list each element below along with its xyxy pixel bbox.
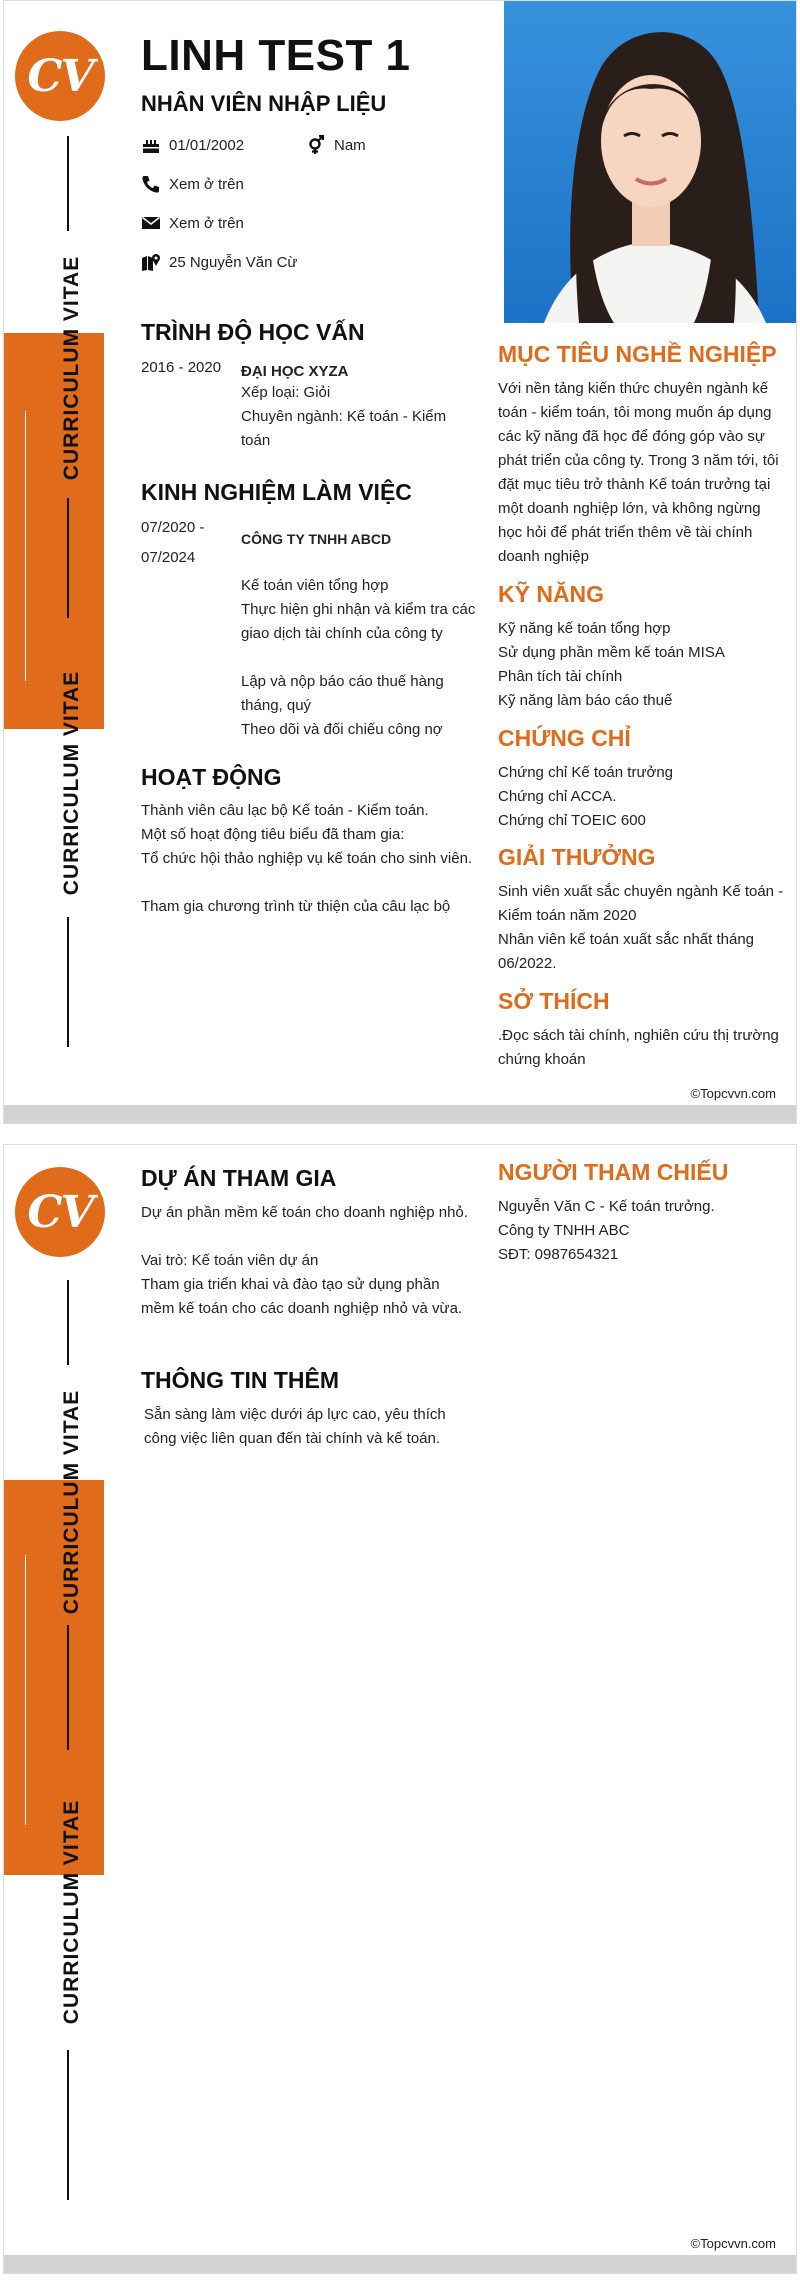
skill-item: Sử dụng phần mềm kế toán MISA xyxy=(498,644,725,661)
profile-photo xyxy=(504,1,797,323)
award-item: Nhân viên kế toán xuất sắc nhất tháng 06/2022. xyxy=(498,931,755,972)
certificates-heading: CHỨNG CHỈ xyxy=(498,725,631,751)
birthday-icon xyxy=(141,135,161,155)
vertical-rule xyxy=(67,2050,69,2200)
hobbies-heading: SỞ THÍCH xyxy=(498,988,610,1014)
vertical-label: CURRICULUM VITAE xyxy=(60,1799,83,2025)
education-grade: Xếp loại: Giỏi xyxy=(241,384,331,401)
projects-heading: DỰ ÁN THAM GIA xyxy=(141,1165,337,1191)
certificate-item: Chứng chỉ TOEIC 600 xyxy=(498,812,646,829)
additional-info-text: Sẵn sàng làm việc dưới áp lực cao, yêu thích công việc liên quan đến tài chính và kế toán. xyxy=(144,1406,446,1447)
activities-heading: HOẠT ĐỘNG xyxy=(141,764,282,790)
experience-heading: KINH NGHIỆM LÀM VIỆC xyxy=(141,479,412,505)
email-row: Xem ở trên xyxy=(141,213,244,233)
portrait-illustration xyxy=(504,1,797,323)
activity-line: Một số hoạt động tiêu biểu đã tham gia: xyxy=(141,826,405,843)
vertical-label: CURRICULUM VITAE xyxy=(60,255,83,481)
copyright-text: ©Topcvvn.com xyxy=(690,1086,776,1101)
cv-logo: CV xyxy=(15,31,105,121)
experience-period-end: 07/2024 xyxy=(141,549,196,566)
cv-page-1 xyxy=(3,0,797,1124)
vertical-label: CURRICULUM VITAE xyxy=(60,670,83,896)
cv-logo: CV xyxy=(15,1167,105,1257)
dob-row: 01/01/2002 xyxy=(141,135,244,155)
page-footer-bar xyxy=(4,2255,796,2273)
objective-text: Với nền tảng kiến thức chuyên ngành kế toán - kiểm toán, tôi mong muốn áp dụng các kỹ năng đã học để đóng góp vào sự phát triển của công ty. Trong 3 năm tới, tôi đặt mục tiêu trở thành Kế toán trưởng tại một doanh nghiệp lớn, và không ngừng học hỏi để phát triển thêm về tài chính doanh nghiệp xyxy=(498,380,779,565)
gender-icon xyxy=(306,135,326,155)
school-name: ĐẠI HỌC XYZA xyxy=(241,363,349,380)
vertical-rule xyxy=(67,498,69,618)
company-name: CÔNG TY TNHH ABCD xyxy=(241,531,392,547)
vertical-rule xyxy=(67,1280,69,1365)
address-row: 25 Nguyễn Văn Cừ xyxy=(141,252,297,272)
activity-line: Tham gia chương trình từ thiện của câu lạc bộ xyxy=(141,898,451,915)
award-item: Sinh viên xuất sắc chuyên ngành Kế toán - Kiểm toán năm 2020 xyxy=(498,883,784,924)
skill-item: Kỹ năng làm báo cáo thuế xyxy=(498,692,673,709)
education-period: 2016 - 2020 xyxy=(141,359,222,376)
reference-line: SĐT: 0987654321 xyxy=(498,1246,619,1263)
accent-band xyxy=(4,1480,104,1875)
reference-line: Công ty TNHH ABC xyxy=(498,1222,630,1239)
reference-line: Nguyễn Văn C - Kế toán trưởng. xyxy=(498,1198,715,1215)
phone-row: Xem ở trên xyxy=(141,174,244,194)
skill-item: Kỹ năng kế toán tổng hợp xyxy=(498,620,671,637)
accent-band xyxy=(4,333,104,729)
activity-line: Tổ chức hội thảo nghiệp vụ kế toán cho sinh viên. xyxy=(141,850,473,867)
additional-info-heading: THÔNG TIN THÊM xyxy=(141,1367,340,1393)
skills-heading: KỸ NĂNG xyxy=(498,581,605,607)
references-heading: NGƯỜI THAM CHIẾU xyxy=(498,1159,729,1185)
education-major: Chuyên ngành: Kế toán - Kiểm toán xyxy=(241,408,447,449)
copyright-text: ©Topcvvn.com xyxy=(690,2236,776,2251)
page-footer-bar xyxy=(4,1105,796,1123)
vertical-label: CURRICULUM VITAE xyxy=(60,1389,83,1615)
activity-line: Thành viên câu lạc bộ Kế toán - Kiểm toán. xyxy=(141,802,429,819)
certificate-item: Chứng chỉ ACCA. xyxy=(498,788,617,805)
email-icon xyxy=(141,213,161,233)
cv-page-2 xyxy=(3,1144,797,2274)
candidate-name: LINH TEST 1 xyxy=(141,31,411,80)
band-white-rule xyxy=(25,1555,26,1825)
vertical-rule xyxy=(67,1625,69,1750)
education-heading: TRÌNH ĐỘ HỌC VẤN xyxy=(141,319,365,345)
project-line: Vai trò: Kế toán viên dự án xyxy=(141,1252,319,1269)
vertical-rule xyxy=(67,136,69,231)
project-line: Dự án phần mềm kế toán cho doanh nghiệp nhỏ. xyxy=(141,1204,468,1221)
gender-row: Nam xyxy=(306,135,366,155)
experience-period-start: 07/2020 - xyxy=(141,519,205,536)
certificate-item: Chứng chỉ Kế toán trưởng xyxy=(498,764,674,781)
experience-task: Lập và nộp báo cáo thuế hàng tháng, quý xyxy=(241,673,444,714)
vertical-rule xyxy=(67,917,69,1047)
objective-heading: MỤC TIÊU NGHỀ NGHIỆP xyxy=(498,341,777,367)
awards-heading: GIẢI THƯỞNG xyxy=(498,844,656,870)
experience-position: Kế toán viên tổng hợp xyxy=(241,577,389,594)
job-title: NHÂN VIÊN NHẬP LIỆU xyxy=(141,91,387,116)
hobbies-text: .Đọc sách tài chính, nghiên cứu thị trường chứng khoán xyxy=(498,1027,779,1068)
band-white-rule xyxy=(25,411,26,681)
experience-task: Thực hiện ghi nhận và kiểm tra các giao dịch tài chính của công ty xyxy=(241,601,476,642)
map-pin-icon xyxy=(141,252,161,272)
phone-icon xyxy=(141,174,161,194)
skill-item: Phân tích tài chính xyxy=(498,668,623,685)
experience-task: Theo dõi và đối chiếu công nợ xyxy=(241,721,443,738)
project-line: Tham gia triển khai và đào tạo sử dụng phần mềm kế toán cho các doanh nghiệp nhỏ và vừa. xyxy=(141,1276,463,1317)
